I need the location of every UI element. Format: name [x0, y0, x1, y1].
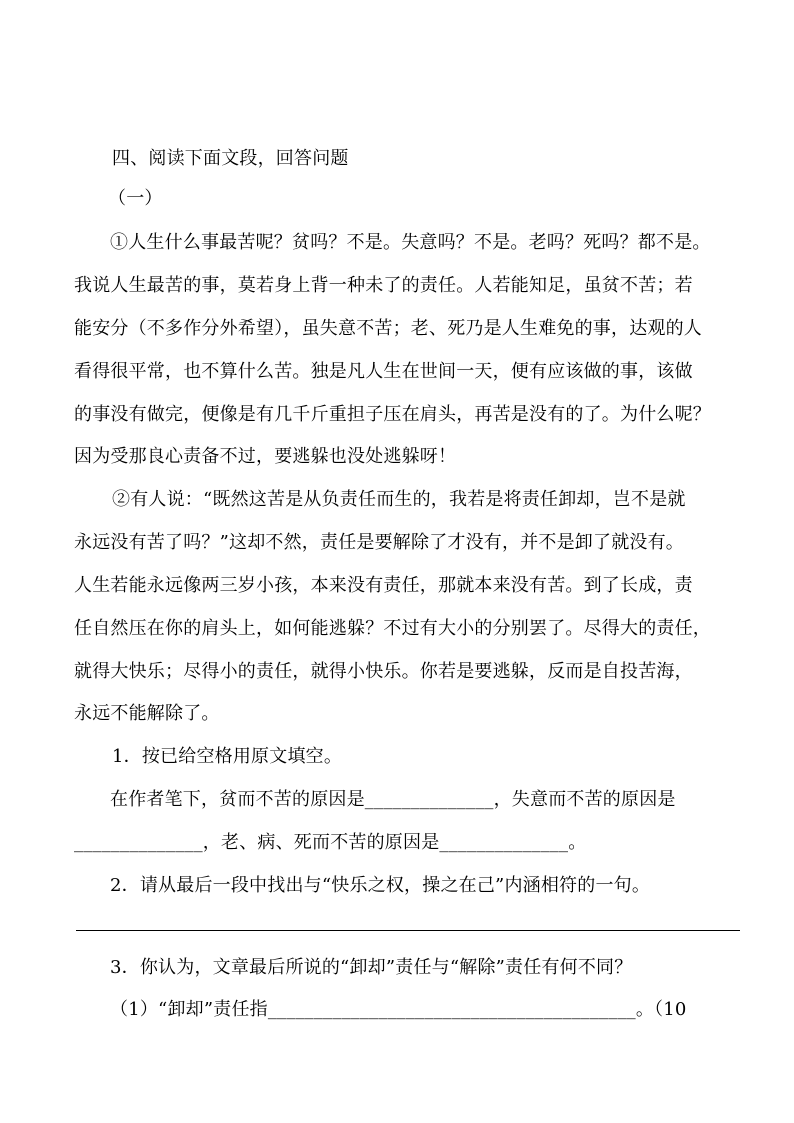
- paragraph2-line: 永远没有苦了吗？”这却不然，责任是要解除了才没有，并不是卸了就没有。: [74, 532, 684, 553]
- answer-line[interactable]: [76, 930, 740, 931]
- paragraph2-line: 人生若能永远像两三岁小孩，本来没有责任，那就本来没有苦。到了长成，责: [74, 575, 693, 596]
- question-1-line: 在作者笔下，贫而不苦的原因是______________，失意而不苦的原因是: [110, 789, 676, 810]
- question-1-line: ______________，老、病、死而不苦的原因是______________。: [74, 832, 587, 853]
- paragraph2-line: 永远不能解除了。: [74, 703, 220, 724]
- question-3-sub1: （1）“卸却”责任指________________________________________。（10: [110, 999, 687, 1020]
- paragraph1-line: 我说人生最苦的事，莫若身上背一种未了的责任。人若能知足，虽贫不苦；若: [74, 275, 693, 296]
- paragraph1-line: 的事没有做完，便像是有几千斤重担子压在肩头，再苦是没有的了。为什么呢？: [74, 404, 711, 425]
- question-2-title: 2．请从最后一段中找出与“快乐之权，操之在己”内涵相符的一句。: [110, 875, 651, 896]
- paragraph2-line: 就得大快乐；尽得小的责任，就得小快乐。你若是要逃躲，反而是自投苦海，: [74, 661, 693, 682]
- paragraph2-line: ②有人说：“既然这苦是从负责任而生的，我若是将责任卸却，岂不是就: [112, 489, 686, 510]
- paragraph1-line: 看得很平常，也不算什么苦。独是凡人生在世间一天，便有应该做的事，该做: [74, 361, 693, 382]
- subsection-label: （一）: [108, 188, 163, 209]
- paragraph2-line: 任自然压在你的肩头上，如何能逃躲？不过有大小的分别罢了。尽得大的责任，: [74, 618, 711, 639]
- paragraph1-line: ①人生什么事最苦呢？贫吗？不是。失意吗？不是。老吗？死吗？都不是。: [110, 232, 711, 253]
- question-3-title: 3．你认为，文章最后所说的“卸却”责任与“解除”责任有何不同？: [110, 957, 633, 978]
- question-1-title: 1．按已给空格用原文填空。: [112, 746, 343, 767]
- paragraph1-line: 能安分（不多作分外希望），虽失意不苦；老、死乃是人生难免的事，达观的人: [74, 318, 702, 339]
- paragraph1-line: 因为受那良心责备不过，要逃躲也没处逃躲呀！: [74, 446, 457, 467]
- section-heading: 四、阅读下面文段，回答问题: [112, 148, 349, 169]
